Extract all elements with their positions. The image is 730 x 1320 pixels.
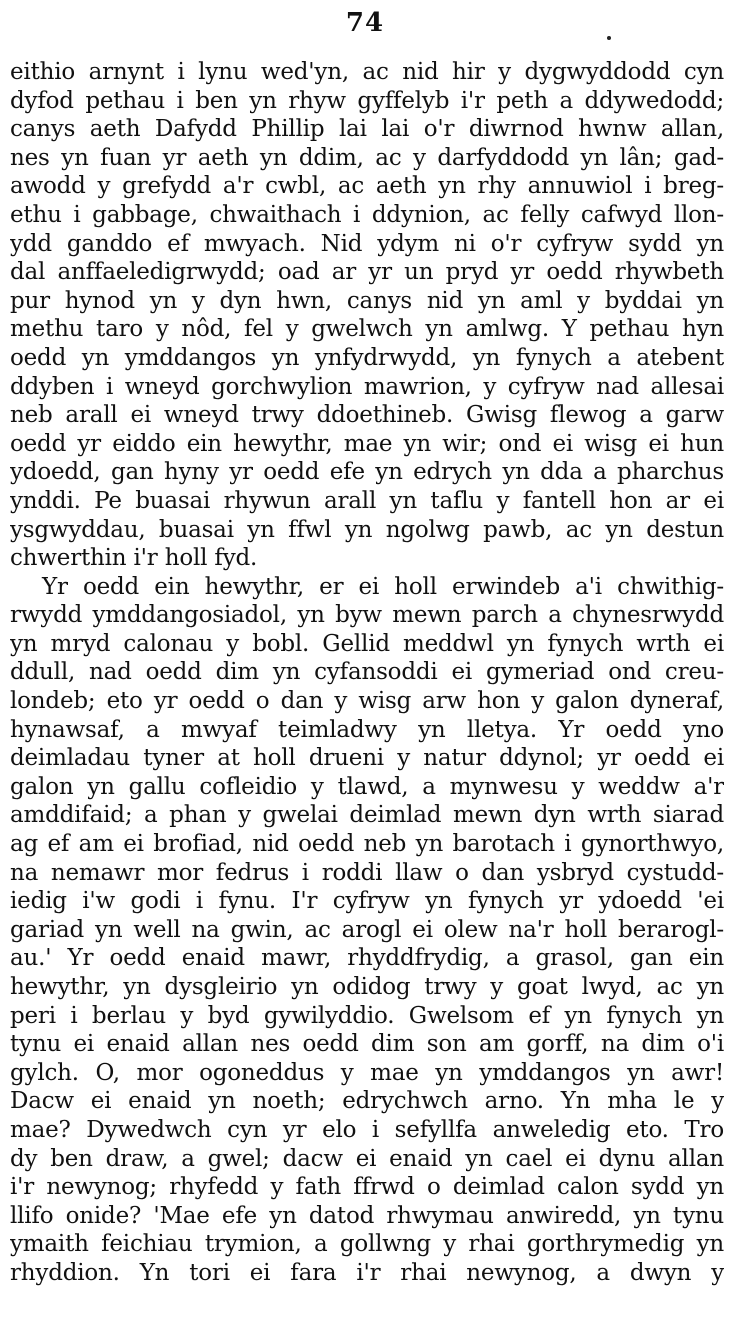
body-text	[10, 58, 724, 1288]
text-line: llifo onide? 'Mae efe yn datod rhwymau anwiredd, yn tynu	[10, 1202, 724, 1229]
text-line: tynu ei enaid allan nes oedd dim son am gorff, na dim o'i	[10, 1031, 724, 1058]
text-line: ydoedd, gan hyny yr oedd efe yn edrych yn dda a pharchus	[10, 459, 724, 486]
text-line: i'r newynog; rhyfedd y fath ffrwd o deimlad calon sydd yn	[10, 1174, 724, 1201]
text-line: ymaith feichiau trymion, a gollwng y rhai gorthrymedig yn	[10, 1231, 724, 1258]
text-line: Dacw ei enaid yn noeth; edrychwch arno. Yn mha le y	[10, 1088, 724, 1115]
text-line: methu taro y nôd, fel y gwelwch yn amlwg. Y pethau hyn	[10, 316, 724, 343]
text-line: dal anffaeledigrwydd; oad ar yr un pryd yr oedd rhywbeth	[10, 259, 724, 286]
text-line: ydd ganddo ef mwyach. Nid ydym ni o'r cyfryw sydd yn	[10, 230, 724, 257]
text-line: ynddi. Pe buasai rhywun arall yn taflu y fantell hon ar ei	[10, 487, 724, 514]
text-line: amddifaid; a phan y gwelai deimlad mewn dyn wrth siarad	[10, 802, 724, 829]
text-line: awodd y grefydd a'r cwbl, ac aeth yn rhy annuwiol i breg-	[10, 173, 724, 200]
text-line: peri i berlau y byd gywilyddio. Gwelsom ef yn fynych yn	[10, 1002, 724, 1029]
text-line: dyfod pethau i ben yn rhyw gyffelyb i'r peth a ddywedodd;	[10, 87, 724, 114]
text-line: dy ben draw, a gwel; dacw ei enaid yn cael ei dynu allan	[10, 1145, 724, 1172]
text-line: oedd yn ymddangos yn ynfydrwydd, yn fynych a atebent	[10, 344, 724, 371]
text-line: londeb; eto yr oedd o dan y wisg arw hon y galon dyneraf,	[10, 688, 724, 715]
text-line: iedig i'w godi i fynu. I'r cyfryw yn fynych yr ydoedd 'ei	[10, 888, 724, 915]
page-dot	[607, 36, 611, 40]
text-line: chwerthin i'r holl fyd.	[10, 545, 258, 572]
text-line: canys aeth Dafydd Phillip lai lai o'r diwrnod hwnw allan,	[10, 116, 724, 143]
text-line: mae? Dywedwch cyn yr elo i sefyllfa anweledig eto. Tro	[10, 1116, 724, 1143]
text-line: deimladau tyner at holl drueni y natur ddynol; yr oedd ei	[10, 745, 724, 772]
text-line: rwydd ymddangosiadol, yn byw mewn parch a chynesrwydd	[10, 602, 724, 629]
text-line: ddyben i wneyd gorchwylion mawrion, y cyfryw nad allesai	[10, 373, 724, 400]
text-line: gylch. O, mor ogoneddus y mae yn ymddangos yn awr!	[10, 1059, 724, 1086]
text-line: yn mryd calonau y bobl. Gellid meddwl yn fynych wrth ei	[10, 630, 724, 657]
text-line: na nemawr mor fedrus i roddi llaw o dan ysbryd cystudd-	[10, 859, 724, 886]
text-line: galon yn gallu cofleidio y tlawd, a mynwesu y weddw a'r	[10, 773, 724, 800]
text-line: gariad yn well na gwin, ac arogl ei olew na'r holl berarogl-	[10, 916, 724, 943]
text-line: ethu i gabbage, chwaithach i ddynion, ac felly cafwyd llon-	[10, 201, 724, 228]
text-line: ddull, nad oedd dim yn cyfansoddi ei gymeriad ond creu-	[10, 659, 724, 686]
text-line: eithio arnynt i lynu wed'yn, ac nid hir y dygwyddodd cyn	[10, 59, 724, 85]
text-line: ag ef am ei brofiad, nid oedd neb yn barotach i gynorthwyo,	[10, 831, 724, 858]
text-line: Yr oedd ein hewythr, er ei holl erwindeb a'i chwithig-	[42, 573, 724, 600]
text-line: ysgwyddau, buasai yn ffwl yn ngolwg pawb, ac yn destun	[10, 516, 724, 543]
text-line: hewythr, yn dysgleirio yn odidog trwy y goat lwyd, ac yn	[10, 974, 724, 1000]
text-line: oedd yr eiddo ein hewythr, mae yn wir; ond ei wisg ei hun	[10, 430, 724, 457]
text-line: au.' Yr oedd enaid mawr, rhyddfrydig, a grasol, gan ein	[10, 945, 724, 972]
text-line: neb arall ei wneyd trwy ddoethineb. Gwisg flewog a garw	[10, 402, 724, 429]
page-number: 74	[345, 8, 385, 38]
text-line: nes yn fuan yr aeth yn ddim, ac y darfyddodd yn lân; gad-	[10, 144, 724, 171]
text-line: hynawsaf, a mwyaf teimladwy yn lletya. Yr oedd yno	[10, 716, 724, 743]
text-line: pur hynod yn y dyn hwn, canys nid yn aml y byddai yn	[10, 287, 724, 314]
text-line: rhyddion. Yn tori ei fara i'r rhai newynog, a dwyn y	[10, 1259, 724, 1286]
